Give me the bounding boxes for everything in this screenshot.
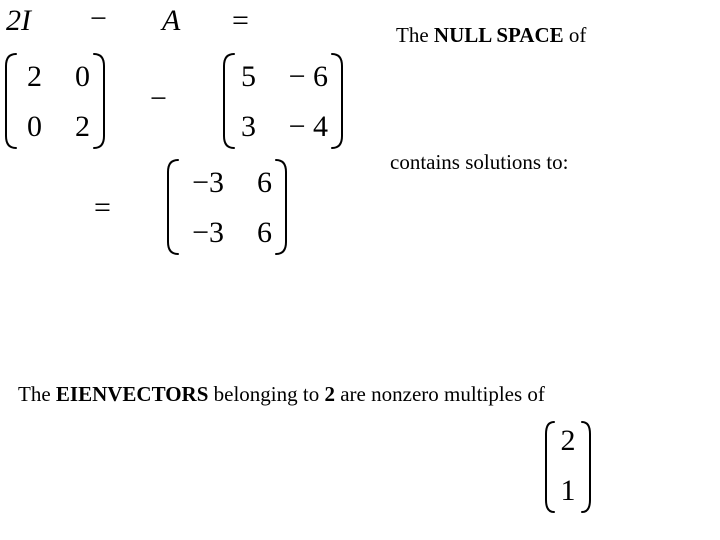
matrix-2i (4, 52, 104, 152)
eigenvector-matrix (544, 420, 594, 516)
right-paren (580, 420, 592, 514)
null-space-text (396, 25, 586, 46)
right-paren (92, 52, 106, 150)
vector-cell: 1 (560, 474, 576, 507)
matrix-cell: 6 (257, 166, 272, 199)
matrix-cell: 0 (75, 60, 90, 93)
left-paren (544, 420, 556, 514)
right-paren (274, 158, 288, 256)
null-space-prefix: The (396, 23, 434, 47)
matrix-cell: 5 (241, 60, 256, 93)
matrix-cell: 3 (241, 110, 256, 143)
null-space-bold: NULL SPACE (433, 23, 564, 47)
result-equals-sign: = (94, 191, 111, 224)
matrix-cell: 2 (27, 60, 42, 93)
matrix-cell: 6 (257, 216, 272, 249)
minus-sign: − (90, 2, 107, 35)
two-i-symbol: 2I (6, 4, 31, 37)
matrix-cell: 2 (75, 110, 90, 143)
matrix-cell: 0 (27, 110, 42, 143)
right-paren (330, 52, 344, 150)
eigen-suffix: are nonzero multiples of (334, 382, 545, 406)
equals-sign: = (232, 4, 249, 37)
eigen-middle: belonging to (208, 382, 325, 406)
null-space-suffix: of (563, 23, 587, 47)
matrix-minus-sign: − (150, 82, 167, 115)
eigen-prefix: The (18, 382, 56, 406)
matrix-result (166, 158, 290, 258)
eigenvectors-text (18, 384, 545, 405)
matrix-cell: − 4 (288, 110, 328, 143)
matrix-cell: − 6 (288, 60, 328, 93)
expression-row (0, 0, 300, 40)
contains-solutions-text: contains solutions to: (390, 150, 569, 174)
vector-cell: 2 (560, 424, 576, 457)
eigenvalue: 2 (324, 382, 335, 406)
eigen-bold-term: EIENVECTORS (55, 382, 209, 406)
matrix-cell: −3 (192, 166, 224, 199)
matrix-cell: −3 (192, 216, 224, 249)
matrix-a (222, 52, 346, 152)
a-symbol: A (162, 4, 181, 37)
left-paren (4, 52, 18, 150)
